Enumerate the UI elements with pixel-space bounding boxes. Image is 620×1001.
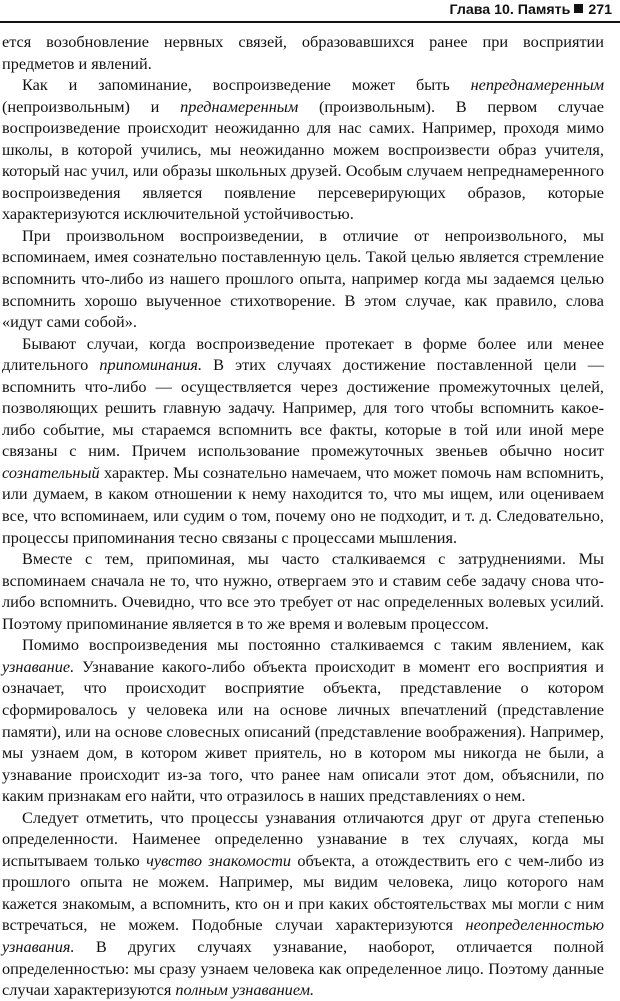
paragraph bbox=[2, 31, 604, 74]
italic-term: припоминания. bbox=[99, 355, 203, 375]
paragraph bbox=[2, 333, 604, 548]
text-run: характер. Мы сознательно намечаем, что может помочь нам вспомнить, или думаем, в каком отношении к нему находится то, что мы ищем, или оцениваем все, что вспоминаем, или судим о том, почему оно не подходит, и т. д. Следовательно, процессы припоминания тесно связаны с процессами мышления. bbox=[2, 462, 604, 547]
running-header bbox=[0, 0, 620, 22]
italic-term: неопределенностью узнавания. bbox=[2, 915, 604, 956]
italic-term: узнавание. bbox=[2, 656, 75, 676]
header-text bbox=[450, 2, 612, 18]
text-run: При произвольном воспроизведении, в отличие от непроизвольного, мы вспоминаем, имея сознательно поставленную цель. Такой целью является стремление вспомнить что-либо из нашего прошлого опыта, например когда мы задаемся целью вспомнить хорошо выученное стихотворение. В этом случае, как правило, слова «идут сами собой». bbox=[2, 225, 604, 332]
paragraph bbox=[2, 548, 604, 634]
italic-term: чувство знакомости bbox=[146, 850, 292, 870]
text-run: Узнавание какого-либо объекта происходит в момент его восприятия и означает, что происходит восприятие объекта, представление о котором сформировалось у человека или на основе личных впечатлений (представление памяти), или на основе словесных описаний (представление воображения). Например, мы узнаем дом, в котором живет приятель, но в котором мы никогда не были, а узнавание происходит из-за того, что ранее нам описали этот дом, объяснили, по каким признакам его найти, что отразилось в наших представлениях о нем. bbox=[2, 656, 604, 806]
paragraph bbox=[2, 807, 604, 1001]
italic-term: сознательный bbox=[2, 462, 100, 482]
page-number: 271 bbox=[588, 2, 612, 18]
text-run: (произвольным). В первом случае воспроизведение происходит неожиданно для нас самих. Например, проходя мимо школы, в которой учились, мы неожиданно можем воспроизвести образ учителя, который нас учил, или образы школьных друзей. Особым случаем непреднамеренного воспроизведения является появление персеверирующих образов, которые характеризуются исключительной устойчивостью. bbox=[2, 96, 604, 224]
chapter-title: Глава 10. Память bbox=[449, 2, 571, 18]
paragraph bbox=[2, 225, 604, 333]
text-run: (непроизвольным) и bbox=[2, 96, 181, 116]
page-body bbox=[2, 31, 604, 1001]
text-run: Следует отметить, что процессы узнавания отличаются друг от друга степенью определенности. Наименее определенно узнавание в тех случаях, когда мы испытываем только bbox=[2, 807, 604, 870]
text-run: объекта, а отождествить его с чем-либо из прошлого опыта не можем. Например, мы видим человека, лицо которого нам кажется знакомым, а вспомнить, кто он и при каких обстоятельствах мы могли с ним встречаться, не можем. Подобные случаи характеризуются bbox=[2, 850, 604, 935]
italic-term: полным узнаванием. bbox=[175, 980, 315, 1000]
text-run: В других случаях узнавание, наоборот, отличается полной определенностью: мы сразу узнаем человека как определенное лицо. Поэтому данные случаи характеризуются bbox=[2, 936, 604, 1000]
text-run: Бывают случаи, когда воспроизведение протекает в форме более или менее длительного bbox=[2, 333, 604, 375]
text-run: Вместе с тем, припоминая, мы часто сталкиваемся с затруднениями. Мы вспоминаем сначала не то, что нужно, отвергаем это и ставим себе задачу снова что-либо вспомнить. Очевидно, что все это требует от нас определенных волевых усилий. Поэтому припоминание является в то же время и волевым процессом. bbox=[2, 549, 604, 633]
italic-term: преднамеренным bbox=[180, 96, 299, 116]
header-rule bbox=[0, 21, 620, 23]
text-run: В этих случаях достижение поставленной цели — вспомнить что-либо — осуществляется через достижение промежуточных целей, позволяющих решить главную задачу. Например, для того чтобы вспомнить какое-либо событие, мы стараемся вспомнить все факты, которые в той или иной мере связаны с ним. Причем использование промежуточных звеньев обычно носит bbox=[2, 355, 604, 461]
italic-term: непреднамеренным bbox=[470, 75, 604, 95]
square-bullet-icon bbox=[574, 4, 583, 13]
paragraph bbox=[2, 634, 604, 806]
paragraph bbox=[2, 74, 604, 225]
text-run: Как и запоминание, воспроизведение может быть bbox=[22, 75, 471, 95]
text-run: ется возобновление нервных связей, образовавшихся ранее при восприятии предметов и явлений. bbox=[2, 32, 604, 73]
text-run: Помимо воспроизведения мы постоянно сталкиваемся с таким явлением, как bbox=[22, 635, 604, 655]
